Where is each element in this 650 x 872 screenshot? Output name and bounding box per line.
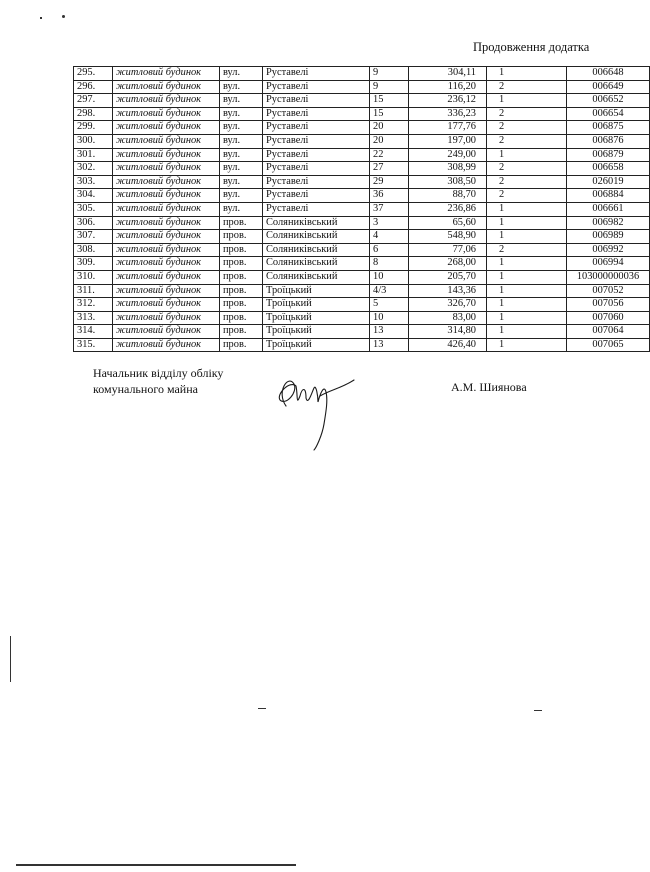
cell-house-number: 20 bbox=[370, 134, 409, 148]
cell-house-number: 6 bbox=[370, 243, 409, 257]
cell-street-name: Соляниківський bbox=[263, 230, 370, 244]
cell-street-name: Соляниківський bbox=[263, 257, 370, 271]
cell-row-number: 314. bbox=[74, 325, 113, 339]
table-row bbox=[74, 80, 650, 94]
table-row bbox=[74, 216, 650, 230]
cell-street-kind: вул. bbox=[220, 189, 263, 203]
cell-rooms-count: 1 bbox=[487, 325, 567, 339]
cell-street-name: Троїцький bbox=[263, 284, 370, 298]
cell-inventory-code: 006649 bbox=[567, 80, 650, 94]
cell-inventory-code: 006992 bbox=[567, 243, 650, 257]
cell-area-value: 197,00 bbox=[409, 134, 487, 148]
cell-object-type: житловий будинок bbox=[113, 162, 220, 176]
cell-inventory-code: 006994 bbox=[567, 257, 650, 271]
cell-rooms-count: 1 bbox=[487, 216, 567, 230]
cell-house-number: 15 bbox=[370, 94, 409, 108]
cell-street-kind: пров. bbox=[220, 338, 263, 352]
scan-speck-top-2 bbox=[40, 17, 42, 19]
cell-object-type: житловий будинок bbox=[113, 134, 220, 148]
cell-street-name: Руставелі bbox=[263, 189, 370, 203]
cell-rooms-count: 2 bbox=[487, 175, 567, 189]
cell-house-number: 4/3 bbox=[370, 284, 409, 298]
cell-row-number: 302. bbox=[74, 162, 113, 176]
cell-object-type: житловий будинок bbox=[113, 284, 220, 298]
cell-street-kind: пров. bbox=[220, 243, 263, 257]
cell-street-kind: вул. bbox=[220, 80, 263, 94]
cell-inventory-code: 006876 bbox=[567, 134, 650, 148]
cell-inventory-code: 006879 bbox=[567, 148, 650, 162]
cell-row-number: 301. bbox=[74, 148, 113, 162]
cell-street-kind: вул. bbox=[220, 67, 263, 81]
cell-rooms-count: 2 bbox=[487, 189, 567, 203]
cell-street-kind: вул. bbox=[220, 94, 263, 108]
cell-street-kind: вул. bbox=[220, 202, 263, 216]
signatory-position-line2: комунального майна bbox=[93, 382, 198, 396]
cell-rooms-count: 2 bbox=[487, 80, 567, 94]
table-row bbox=[74, 67, 650, 81]
cell-area-value: 268,00 bbox=[409, 257, 487, 271]
cell-street-kind: вул. bbox=[220, 148, 263, 162]
scan-dash-1 bbox=[258, 708, 266, 709]
cell-object-type: житловий будинок bbox=[113, 311, 220, 325]
cell-rooms-count: 1 bbox=[487, 338, 567, 352]
cell-street-name: Руставелі bbox=[263, 67, 370, 81]
cell-area-value: 177,76 bbox=[409, 121, 487, 135]
table-row bbox=[74, 121, 650, 135]
cell-house-number: 4 bbox=[370, 230, 409, 244]
cell-object-type: житловий будинок bbox=[113, 270, 220, 284]
cell-area-value: 236,12 bbox=[409, 94, 487, 108]
cell-row-number: 307. bbox=[74, 230, 113, 244]
cell-street-kind: вул. bbox=[220, 175, 263, 189]
cell-area-value: 143,36 bbox=[409, 284, 487, 298]
cell-street-kind: вул. bbox=[220, 121, 263, 135]
cell-object-type: житловий будинок bbox=[113, 107, 220, 121]
cell-house-number: 9 bbox=[370, 67, 409, 81]
table-row bbox=[74, 202, 650, 216]
property-table-body bbox=[74, 67, 650, 352]
table-row bbox=[74, 270, 650, 284]
cell-street-name: Троїцький bbox=[263, 338, 370, 352]
cell-object-type: житловий будинок bbox=[113, 202, 220, 216]
cell-row-number: 295. bbox=[74, 67, 113, 81]
cell-house-number: 13 bbox=[370, 325, 409, 339]
table-row bbox=[74, 325, 650, 339]
cell-street-kind: пров. bbox=[220, 257, 263, 271]
cell-area-value: 116,20 bbox=[409, 80, 487, 94]
cell-row-number: 315. bbox=[74, 338, 113, 352]
cell-inventory-code: 006989 bbox=[567, 230, 650, 244]
property-table bbox=[73, 66, 650, 352]
cell-row-number: 312. bbox=[74, 298, 113, 312]
cell-inventory-code: 007052 bbox=[567, 284, 650, 298]
cell-object-type: житловий будинок bbox=[113, 230, 220, 244]
cell-street-name: Соляниківський bbox=[263, 243, 370, 257]
table-row bbox=[74, 311, 650, 325]
signatory-name: А.М. Шиянова bbox=[451, 380, 527, 394]
cell-row-number: 299. bbox=[74, 121, 113, 135]
cell-area-value: 308,99 bbox=[409, 162, 487, 176]
cell-street-name: Соляниківський bbox=[263, 270, 370, 284]
cell-inventory-code: 007060 bbox=[567, 311, 650, 325]
cell-house-number: 15 bbox=[370, 107, 409, 121]
table-row bbox=[74, 257, 650, 271]
cell-street-name: Руставелі bbox=[263, 94, 370, 108]
cell-street-name: Троїцький bbox=[263, 325, 370, 339]
cell-street-kind: пров. bbox=[220, 284, 263, 298]
cell-row-number: 310. bbox=[74, 270, 113, 284]
cell-area-value: 236,86 bbox=[409, 202, 487, 216]
table-row bbox=[74, 175, 650, 189]
cell-street-name: Руставелі bbox=[263, 134, 370, 148]
cell-street-name: Троїцький bbox=[263, 311, 370, 325]
cell-row-number: 309. bbox=[74, 257, 113, 271]
cell-row-number: 306. bbox=[74, 216, 113, 230]
cell-street-kind: вул. bbox=[220, 162, 263, 176]
cell-area-value: 308,50 bbox=[409, 175, 487, 189]
cell-inventory-code: 006654 bbox=[567, 107, 650, 121]
table-row bbox=[74, 298, 650, 312]
cell-rooms-count: 1 bbox=[487, 94, 567, 108]
cell-house-number: 13 bbox=[370, 338, 409, 352]
table-row bbox=[74, 134, 650, 148]
cell-area-value: 314,80 bbox=[409, 325, 487, 339]
cell-street-name: Руставелі bbox=[263, 148, 370, 162]
cell-area-value: 326,70 bbox=[409, 298, 487, 312]
cell-row-number: 298. bbox=[74, 107, 113, 121]
cell-house-number: 29 bbox=[370, 175, 409, 189]
cell-house-number: 10 bbox=[370, 270, 409, 284]
table-row bbox=[74, 189, 650, 203]
cell-rooms-count: 1 bbox=[487, 311, 567, 325]
cell-row-number: 305. bbox=[74, 202, 113, 216]
cell-house-number: 37 bbox=[370, 202, 409, 216]
cell-inventory-code: 103000000036 bbox=[567, 270, 650, 284]
cell-row-number: 303. bbox=[74, 175, 113, 189]
cell-object-type: житловий будинок bbox=[113, 189, 220, 203]
table-row bbox=[74, 243, 650, 257]
cell-inventory-code: 006658 bbox=[567, 162, 650, 176]
cell-inventory-code: 007056 bbox=[567, 298, 650, 312]
cell-rooms-count: 1 bbox=[487, 284, 567, 298]
cell-street-kind: вул. bbox=[220, 134, 263, 148]
cell-street-name: Троїцький bbox=[263, 298, 370, 312]
cell-street-name: Руставелі bbox=[263, 175, 370, 189]
cell-inventory-code: 006875 bbox=[567, 121, 650, 135]
cell-rooms-count: 2 bbox=[487, 243, 567, 257]
cell-object-type: житловий будинок bbox=[113, 257, 220, 271]
cell-row-number: 297. bbox=[74, 94, 113, 108]
cell-object-type: житловий будинок bbox=[113, 67, 220, 81]
cell-row-number: 300. bbox=[74, 134, 113, 148]
table-row bbox=[74, 230, 650, 244]
handwritten-signature bbox=[268, 366, 360, 452]
cell-house-number: 9 bbox=[370, 80, 409, 94]
cell-area-value: 83,00 bbox=[409, 311, 487, 325]
cell-rooms-count: 1 bbox=[487, 230, 567, 244]
cell-row-number: 308. bbox=[74, 243, 113, 257]
cell-street-kind: пров. bbox=[220, 230, 263, 244]
cell-inventory-code: 006652 bbox=[567, 94, 650, 108]
cell-house-number: 5 bbox=[370, 298, 409, 312]
cell-inventory-code: 006661 bbox=[567, 202, 650, 216]
cell-house-number: 36 bbox=[370, 189, 409, 203]
cell-rooms-count: 1 bbox=[487, 202, 567, 216]
table-row bbox=[74, 148, 650, 162]
cell-row-number: 304. bbox=[74, 189, 113, 203]
cell-object-type: житловий будинок bbox=[113, 325, 220, 339]
scan-speck-top bbox=[62, 15, 65, 18]
page-header-continuation: Продовження додатка bbox=[473, 40, 590, 54]
cell-row-number: 296. bbox=[74, 80, 113, 94]
cell-area-value: 65,60 bbox=[409, 216, 487, 230]
cell-object-type: житловий будинок bbox=[113, 298, 220, 312]
cell-area-value: 88,70 bbox=[409, 189, 487, 203]
cell-inventory-code: 006982 bbox=[567, 216, 650, 230]
cell-rooms-count: 2 bbox=[487, 162, 567, 176]
cell-street-name: Руставелі bbox=[263, 162, 370, 176]
cell-object-type: житловий будинок bbox=[113, 121, 220, 135]
cell-street-name: Соляниківський bbox=[263, 216, 370, 230]
cell-inventory-code: 007065 bbox=[567, 338, 650, 352]
cell-street-name: Руставелі bbox=[263, 107, 370, 121]
cell-object-type: житловий будинок bbox=[113, 80, 220, 94]
cell-rooms-count: 1 bbox=[487, 298, 567, 312]
cell-rooms-count: 1 bbox=[487, 67, 567, 81]
cell-house-number: 3 bbox=[370, 216, 409, 230]
cell-row-number: 311. bbox=[74, 284, 113, 298]
cell-rooms-count: 2 bbox=[487, 134, 567, 148]
cell-house-number: 22 bbox=[370, 148, 409, 162]
cell-area-value: 77,06 bbox=[409, 243, 487, 257]
cell-street-kind: пров. bbox=[220, 216, 263, 230]
cell-house-number: 8 bbox=[370, 257, 409, 271]
cell-street-kind: пров. bbox=[220, 325, 263, 339]
cell-house-number: 27 bbox=[370, 162, 409, 176]
cell-object-type: житловий будинок bbox=[113, 94, 220, 108]
cell-street-kind: пров. bbox=[220, 311, 263, 325]
cell-inventory-code: 026019 bbox=[567, 175, 650, 189]
cell-object-type: житловий будинок bbox=[113, 148, 220, 162]
cell-house-number: 20 bbox=[370, 121, 409, 135]
cell-area-value: 426,40 bbox=[409, 338, 487, 352]
cell-area-value: 548,90 bbox=[409, 230, 487, 244]
signatory-position-line1: Начальник відділу обліку bbox=[93, 366, 224, 380]
scan-mark-bottom bbox=[16, 864, 296, 866]
table-row bbox=[74, 162, 650, 176]
cell-inventory-code: 006884 bbox=[567, 189, 650, 203]
signatory-position bbox=[93, 365, 223, 397]
cell-rooms-count: 2 bbox=[487, 121, 567, 135]
table-row bbox=[74, 338, 650, 352]
cell-street-kind: пров. bbox=[220, 298, 263, 312]
cell-street-name: Руставелі bbox=[263, 80, 370, 94]
cell-rooms-count: 1 bbox=[487, 270, 567, 284]
cell-house-number: 10 bbox=[370, 311, 409, 325]
table-row bbox=[74, 284, 650, 298]
cell-object-type: житловий будинок bbox=[113, 175, 220, 189]
cell-rooms-count: 1 bbox=[487, 257, 567, 271]
cell-street-name: Руставелі bbox=[263, 121, 370, 135]
table-row bbox=[74, 107, 650, 121]
cell-rooms-count: 1 bbox=[487, 148, 567, 162]
scan-dash-2 bbox=[534, 710, 542, 711]
cell-object-type: житловий будинок bbox=[113, 216, 220, 230]
cell-street-name: Руставелі bbox=[263, 202, 370, 216]
cell-row-number: 313. bbox=[74, 311, 113, 325]
cell-area-value: 249,00 bbox=[409, 148, 487, 162]
cell-street-kind: пров. bbox=[220, 270, 263, 284]
cell-area-value: 336,23 bbox=[409, 107, 487, 121]
cell-object-type: житловий будинок bbox=[113, 338, 220, 352]
cell-inventory-code: 007064 bbox=[567, 325, 650, 339]
cell-area-value: 304,11 bbox=[409, 67, 487, 81]
scan-mark-left bbox=[10, 636, 11, 682]
cell-object-type: житловий будинок bbox=[113, 243, 220, 257]
table-row bbox=[74, 94, 650, 108]
cell-area-value: 205,70 bbox=[409, 270, 487, 284]
cell-rooms-count: 2 bbox=[487, 107, 567, 121]
cell-inventory-code: 006648 bbox=[567, 67, 650, 81]
cell-street-kind: вул. bbox=[220, 107, 263, 121]
